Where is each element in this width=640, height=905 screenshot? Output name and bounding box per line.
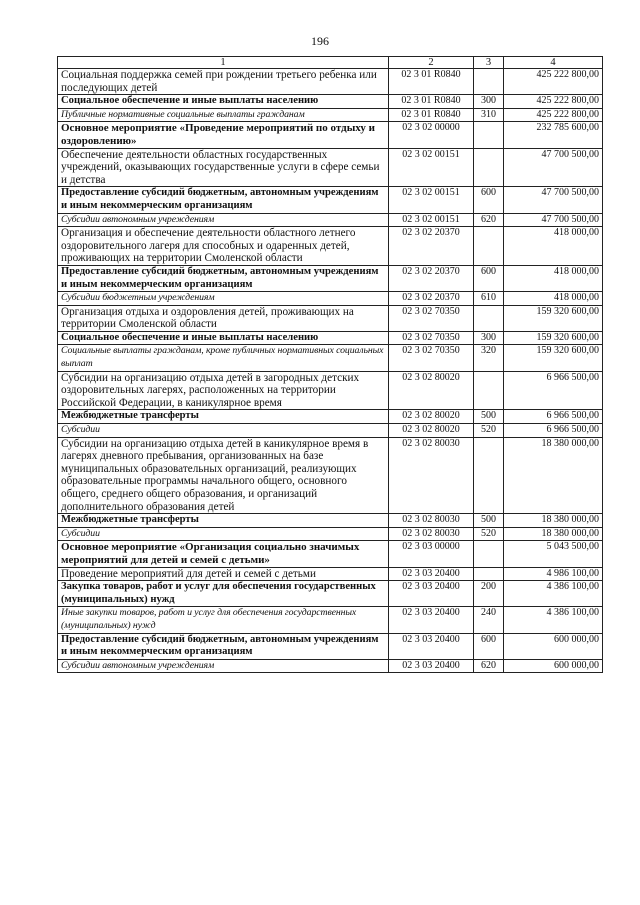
row-code-cell: 02 3 03 00000 <box>389 541 474 567</box>
row-expense-type-cell <box>474 69 504 95</box>
row-amount-cell: 47 700 500,00 <box>504 213 603 227</box>
row-code-cell: 02 3 02 80030 <box>389 437 474 514</box>
table-row <box>58 567 603 581</box>
row-expense-type-cell: 320 <box>474 345 504 371</box>
row-code-cell: 02 3 03 20400 <box>389 567 474 581</box>
row-amount-cell: 18 380 000,00 <box>504 514 603 528</box>
row-name-cell: Публичные нормативные социальные выплаты гражданам <box>58 108 389 122</box>
row-code-cell: 02 3 02 80030 <box>389 514 474 528</box>
table-row <box>58 659 603 673</box>
column-header-name: 1 <box>58 57 389 69</box>
row-expense-type-cell: 600 <box>474 187 504 213</box>
page-number: 196 <box>311 34 329 48</box>
row-expense-type-cell <box>474 227 504 266</box>
table-row <box>58 437 603 514</box>
table-row <box>58 633 603 659</box>
row-amount-cell: 4 386 100,00 <box>504 581 603 607</box>
table-row <box>58 607 603 633</box>
row-expense-type-cell: 610 <box>474 292 504 306</box>
table-row <box>58 345 603 371</box>
row-amount-cell: 159 320 600,00 <box>504 345 603 371</box>
row-expense-type-cell: 620 <box>474 213 504 227</box>
row-expense-type-cell: 520 <box>474 424 504 438</box>
row-code-cell: 02 3 02 00000 <box>389 122 474 148</box>
row-name-cell: Предоставление субсидий бюджетным, автономным учреждениям и иным некоммерческим организациям <box>58 265 389 291</box>
row-code-cell: 02 3 02 70350 <box>389 305 474 331</box>
row-code-cell: 02 3 02 20370 <box>389 227 474 266</box>
row-expense-type-cell <box>474 567 504 581</box>
row-name-cell: Закупка товаров, работ и услуг для обеспечения государственных (муниципальных) нужд <box>58 581 389 607</box>
row-amount-cell: 18 380 000,00 <box>504 437 603 514</box>
row-amount-cell: 159 320 600,00 <box>504 305 603 331</box>
row-name-cell: Организация отдыха и оздоровления детей, проживающих на территории Смоленской области <box>58 305 389 331</box>
row-expense-type-cell <box>474 371 504 410</box>
row-expense-type-cell: 520 <box>474 527 504 541</box>
row-amount-cell: 47 700 500,00 <box>504 148 603 187</box>
table-row <box>58 424 603 438</box>
row-amount-cell: 6 966 500,00 <box>504 371 603 410</box>
row-expense-type-cell <box>474 541 504 567</box>
row-code-cell: 02 3 02 00151 <box>389 213 474 227</box>
table-row <box>58 95 603 109</box>
row-name-cell: Социальная поддержка семей при рождении третьего ребенка или последующих детей <box>58 69 389 95</box>
row-expense-type-cell <box>474 122 504 148</box>
row-name-cell: Основное мероприятие «Проведение мероприятий по отдыху и оздоровлению» <box>58 122 389 148</box>
row-name-cell: Межбюджетные трансферты <box>58 514 389 528</box>
row-amount-cell: 425 222 800,00 <box>504 95 603 109</box>
table-row <box>58 581 603 607</box>
column-header-amount: 4 <box>504 57 603 69</box>
row-code-cell: 02 3 02 00151 <box>389 187 474 213</box>
row-name-cell: Социальное обеспечение и иные выплаты населению <box>58 95 389 109</box>
row-expense-type-cell: 600 <box>474 633 504 659</box>
row-name-cell: Межбюджетные трансферты <box>58 410 389 424</box>
row-name-cell: Социальные выплаты гражданам, кроме публичных нормативных социальных выплат <box>58 345 389 371</box>
row-amount-cell: 418 000,00 <box>504 227 603 266</box>
row-code-cell: 02 3 01 R0840 <box>389 95 474 109</box>
table-row <box>58 292 603 306</box>
row-expense-type-cell: 600 <box>474 265 504 291</box>
row-expense-type-cell: 200 <box>474 581 504 607</box>
column-header-code: 2 <box>389 57 474 69</box>
row-amount-cell: 232 785 600,00 <box>504 122 603 148</box>
row-expense-type-cell <box>474 305 504 331</box>
row-name-cell: Субсидии автономным учреждениям <box>58 659 389 673</box>
row-amount-cell: 4 386 100,00 <box>504 607 603 633</box>
row-name-cell: Предоставление субсидий бюджетным, автономным учреждениям и иным некоммерческим организациям <box>58 633 389 659</box>
row-name-cell: Предоставление субсидий бюджетным, автономным учреждениям и иным некоммерческим организациям <box>58 187 389 213</box>
table-row <box>58 514 603 528</box>
row-amount-cell: 425 222 800,00 <box>504 69 603 95</box>
row-amount-cell: 5 043 500,00 <box>504 541 603 567</box>
row-name-cell: Субсидии <box>58 424 389 438</box>
row-code-cell: 02 3 03 20400 <box>389 607 474 633</box>
row-name-cell: Субсидии <box>58 527 389 541</box>
row-code-cell: 02 3 02 80020 <box>389 410 474 424</box>
table-row <box>58 108 603 122</box>
budget-table <box>57 56 603 673</box>
row-code-cell: 02 3 02 20370 <box>389 265 474 291</box>
table-row <box>58 148 603 187</box>
row-code-cell: 02 3 02 00151 <box>389 148 474 187</box>
row-code-cell: 02 3 02 80020 <box>389 371 474 410</box>
row-code-cell: 02 3 01 R0840 <box>389 108 474 122</box>
table-row <box>58 69 603 95</box>
row-name-cell: Субсидии на организацию отдыха детей в каникулярное время в лагерях дневного пребывания, организованных на базе муниципальных образовательных организаций, реализующих образовательные программы начального общего, основного общего, среднего общего образования, и организаций дополнительного образования детей <box>58 437 389 514</box>
row-code-cell: 02 3 02 70350 <box>389 331 474 345</box>
table-row <box>58 371 603 410</box>
row-amount-cell: 600 000,00 <box>504 633 603 659</box>
row-expense-type-cell <box>474 148 504 187</box>
table-row <box>58 122 603 148</box>
table-row <box>58 305 603 331</box>
row-expense-type-cell: 300 <box>474 95 504 109</box>
table-header-row <box>58 57 603 69</box>
row-code-cell: 02 3 02 80020 <box>389 424 474 438</box>
row-name-cell: Основное мероприятие «Организация социально значимых мероприятий для детей и семей с детьми» <box>58 541 389 567</box>
row-expense-type-cell <box>474 437 504 514</box>
row-amount-cell: 47 700 500,00 <box>504 187 603 213</box>
row-amount-cell: 18 380 000,00 <box>504 527 603 541</box>
row-amount-cell: 600 000,00 <box>504 659 603 673</box>
table-body <box>58 69 603 673</box>
row-amount-cell: 159 320 600,00 <box>504 331 603 345</box>
row-name-cell: Организация и обеспечение деятельности областного летнего оздоровительного лагеря для способных и одаренных детей, проживающих на территории Смоленской области <box>58 227 389 266</box>
row-expense-type-cell: 300 <box>474 331 504 345</box>
row-amount-cell: 418 000,00 <box>504 265 603 291</box>
row-name-cell: Субсидии на организацию отдыха детей в загородных детских оздоровительных лагерях, расположенных на территории Российской Федерации, в каникулярное время <box>58 371 389 410</box>
row-code-cell: 02 3 02 20370 <box>389 292 474 306</box>
table-row <box>58 527 603 541</box>
row-amount-cell: 6 966 500,00 <box>504 424 603 438</box>
row-name-cell: Иные закупки товаров, работ и услуг для обеспечения государственных (муниципальных) нужд <box>58 607 389 633</box>
row-name-cell: Обеспечение деятельности областных государственных учреждений, оказывающих государственные услуги в сфере семьи и детства <box>58 148 389 187</box>
table-row <box>58 541 603 567</box>
row-code-cell: 02 3 02 70350 <box>389 345 474 371</box>
column-header-expense-type: 3 <box>474 57 504 69</box>
row-name-cell: Субсидии автономным учреждениям <box>58 213 389 227</box>
row-code-cell: 02 3 01 R0840 <box>389 69 474 95</box>
table-row <box>58 213 603 227</box>
row-amount-cell: 425 222 800,00 <box>504 108 603 122</box>
row-name-cell: Субсидии бюджетным учреждениям <box>58 292 389 306</box>
table-row <box>58 410 603 424</box>
row-amount-cell: 4 986 100,00 <box>504 567 603 581</box>
row-amount-cell: 6 966 500,00 <box>504 410 603 424</box>
row-code-cell: 02 3 02 80030 <box>389 527 474 541</box>
row-code-cell: 02 3 03 20400 <box>389 659 474 673</box>
table-row <box>58 265 603 291</box>
table-row <box>58 331 603 345</box>
row-name-cell: Социальное обеспечение и иные выплаты населению <box>58 331 389 345</box>
table-row <box>58 187 603 213</box>
row-expense-type-cell: 620 <box>474 659 504 673</box>
row-expense-type-cell: 500 <box>474 514 504 528</box>
row-code-cell: 02 3 03 20400 <box>389 581 474 607</box>
row-expense-type-cell: 310 <box>474 108 504 122</box>
row-expense-type-cell: 500 <box>474 410 504 424</box>
row-name-cell: Проведение мероприятий для детей и семей с детьми <box>58 567 389 581</box>
table-row <box>58 227 603 266</box>
row-amount-cell: 418 000,00 <box>504 292 603 306</box>
row-code-cell: 02 3 03 20400 <box>389 633 474 659</box>
row-expense-type-cell: 240 <box>474 607 504 633</box>
